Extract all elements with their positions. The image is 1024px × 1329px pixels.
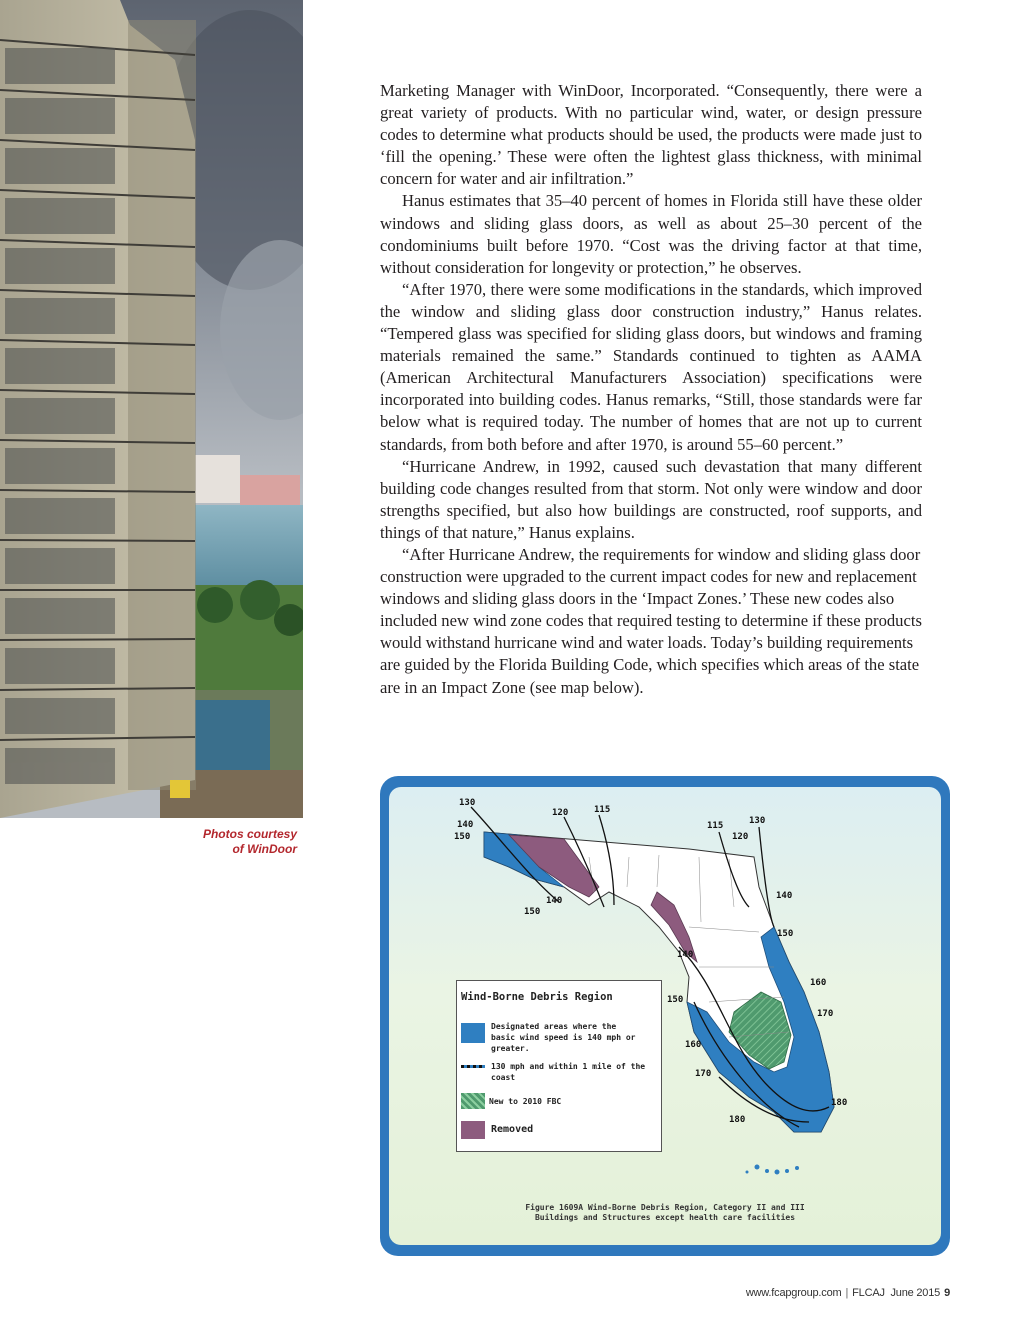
contour-label: 180 — [831, 1098, 848, 1108]
contour-label: 115 — [594, 805, 611, 815]
legend-item4: Removed — [491, 1124, 534, 1135]
photo-caption — [150, 827, 297, 857]
contour-label: 150 — [777, 929, 794, 939]
article-body — [380, 80, 922, 699]
contour-label: 180 — [729, 1115, 746, 1125]
building-storm-photo — [0, 0, 303, 818]
contour-label: 115 — [707, 821, 724, 831]
legend-item1-line3: greater. — [491, 1044, 530, 1053]
contour-label: 150 — [524, 907, 541, 917]
contour-label: 150 — [667, 995, 684, 1005]
contour-label: 130 — [749, 816, 766, 826]
contour-label: 140 — [457, 820, 474, 830]
legend-item1-line1: Designated areas where the — [491, 1022, 617, 1031]
legend-swatch-coastal — [461, 1065, 485, 1068]
footer-site: www.fcapgroup.com — [745, 1287, 842, 1299]
figure-caption-line2: Buildings and Structures except health care facilities — [534, 1213, 796, 1222]
figure-caption-line1: Figure 1609A Wind-Borne Debris Region, Category II and III — [525, 1203, 805, 1212]
contour-label: 170 — [817, 1009, 834, 1019]
legend-item2-line1: 130 mph and within 1 mile of the — [491, 1062, 646, 1071]
contour-label: 140 — [546, 896, 563, 906]
legend-item2-line2: coast — [491, 1073, 516, 1082]
photo-caption-line1: Photos courtesy — [202, 827, 297, 841]
photo-illustration — [0, 0, 303, 818]
article-paragraph-3: “After 1970, there were some modifications in the standards, which improved the window and sliding glass door construction industry,” Hanus relates. “Tempered glass was specified for sliding glass doors, but windows and framing materials remained the same.” Standards continued to tighten as AAMA (American Architectural Manufacturers Association) specifications were incorporated into building codes. Hanus remarks, “Still, those standards were far below what is required today. The number of homes that are not up to current standards, from both before and after 1970, is around 55–60 percent.” — [380, 279, 922, 454]
contour-label: 140 — [677, 950, 694, 960]
florida-keys — [746, 1165, 800, 1175]
photo-caption-line2: of WinDoor — [232, 842, 297, 856]
contour-label: 170 — [695, 1069, 712, 1079]
contour-label: 120 — [552, 808, 569, 818]
contour-label: 160 — [810, 978, 827, 988]
contour-label: 120 — [732, 832, 749, 842]
legend-swatch-designated — [461, 1023, 485, 1043]
page-number: 9 — [944, 1287, 950, 1299]
figure-caption — [389, 1203, 941, 1223]
footer-date: June 2015 — [890, 1287, 941, 1299]
legend-title: Wind-Borne Debris Region — [461, 991, 613, 1003]
legend-swatch-new — [461, 1093, 485, 1109]
page-footer: www.fcapgroup.com | FLCAJ June 2015 9 — [745, 1287, 950, 1299]
map-legend — [456, 980, 662, 1152]
contour-label: 150 — [454, 832, 471, 842]
article-paragraph-5: “After Hurricane Andrew, the requirements for window and sliding glass door construction were upgraded to the current impact codes for new and replacement windows and sliding glass doors in the ‘Impact Zones.’ These new codes also included new wind zone codes that required testing to determine if these products would withstand hurricane wind and water loads. Today’s building requirements are guided by the Florida Building Code, which specifies which areas of the state are in an Impact Zone (see map below). — [380, 544, 922, 697]
article-paragraph-4: “Hurricane Andrew, in 1992, caused such devastation that many different building code changes resulted from that storm. Not only were window and door strengths specified, but also how buildings are constructed, roof supports, and things of that nature,” Hanus explains. — [380, 456, 922, 542]
map-panel — [389, 787, 941, 1245]
contour-label: 160 — [685, 1040, 702, 1050]
contour-label: 130 — [459, 798, 476, 808]
legend-swatch-removed — [461, 1121, 485, 1139]
footer-publication: FLCAJ — [852, 1287, 885, 1299]
article-paragraph-1: Marketing Manager with WinDoor, Incorporated. “Consequently, there were a great variety of products. With no particular wind, water, or design pressure codes to determine what products should be used, the products were made just to ‘fill the opening.’ These were often the lightest glass thickness, with minimal concern for water and air infiltration.” — [380, 81, 922, 189]
legend-item3: New to 2010 FBC — [489, 1097, 562, 1106]
article-paragraph-2: Hanus estimates that 35–40 percent of homes in Florida still have these older windows and sliding glass doors, as well as about 25–30 percent of the condominiums built before 1970. “Cost was the driving factor at that time, without consideration for longevity or protection,” he observes. — [380, 191, 922, 277]
legend-item1-line2: basic wind speed is 140 mph or — [491, 1033, 636, 1042]
contour-label: 140 — [776, 891, 793, 901]
wind-debris-map-figure — [380, 776, 950, 1256]
